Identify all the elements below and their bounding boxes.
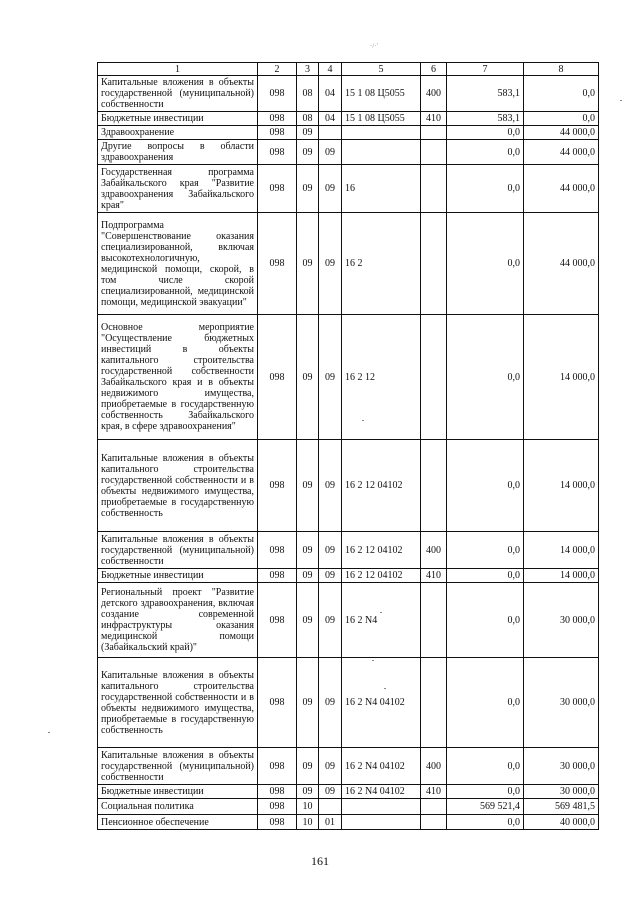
row-name: Капитальные вложения в объекты государственной (муниципальной) собственности <box>98 76 258 112</box>
amount-col8: 14 000,0 <box>524 440 599 532</box>
expense-type <box>421 165 447 213</box>
row-name: Здравоохранение <box>98 126 258 140</box>
amount-col7: 0,0 <box>447 815 524 830</box>
section-code: 08 <box>297 76 319 112</box>
section-code: 09 <box>297 140 319 165</box>
target-article: 16 2 12 <box>342 315 421 440</box>
column-header-3: 3 <box>297 63 319 76</box>
target-article: 16 2 12 04102 <box>342 532 421 569</box>
amount-col7: 0,0 <box>447 569 524 583</box>
target-article: 16 2 12 04102 <box>342 440 421 532</box>
ministry-code: 098 <box>258 140 297 165</box>
expense-type: 400 <box>421 748 447 785</box>
row-name: Государственная программа Забайкальского края "Развитие здравоохранения Забайкальского края" <box>98 165 258 213</box>
amount-col8: 30 000,0 <box>524 583 599 658</box>
row-name: Пенсионное обеспечение <box>98 815 258 830</box>
amount-col8: 44 000,0 <box>524 213 599 315</box>
table-row <box>98 785 599 799</box>
expense-type: 410 <box>421 785 447 799</box>
row-name: Бюджетные инвестиции <box>98 112 258 126</box>
page-number: 161 <box>311 854 329 868</box>
amount-col7: 0,0 <box>447 532 524 569</box>
ministry-code: 098 <box>258 315 297 440</box>
amount-col8: 30 000,0 <box>524 785 599 799</box>
table-row <box>98 213 599 315</box>
scan-speck <box>362 420 364 421</box>
row-name: Бюджетные инвестиции <box>98 785 258 799</box>
amount-col8: 569 481,5 <box>524 799 599 815</box>
amount-col7: 583,1 <box>447 112 524 126</box>
column-header-8: 8 <box>524 63 599 76</box>
amount-col8: 14 000,0 <box>524 532 599 569</box>
amount-col7: 0,0 <box>447 126 524 140</box>
subsection-code: 09 <box>319 315 342 440</box>
amount-col8: 0,0 <box>524 76 599 112</box>
row-name: Капитальные вложения в объекты государственной (муниципальной) собственности <box>98 532 258 569</box>
section-code: 09 <box>297 569 319 583</box>
scan-speck <box>372 660 374 661</box>
column-header-1: 1 <box>98 63 258 76</box>
subsection-code <box>319 799 342 815</box>
section-code: 10 <box>297 799 319 815</box>
ministry-code: 098 <box>258 126 297 140</box>
expense-type: 400 <box>421 76 447 112</box>
row-name: Капитальные вложения в объекты государственной (муниципальной) собственности <box>98 748 258 785</box>
section-code: 09 <box>297 785 319 799</box>
subsection-code: 09 <box>319 785 342 799</box>
amount-col7: 0,0 <box>447 785 524 799</box>
expense-type: 410 <box>421 569 447 583</box>
row-name: Другие вопросы в области здравоохранения <box>98 140 258 165</box>
column-header-2: 2 <box>258 63 297 76</box>
budget-table <box>97 62 599 830</box>
amount-col8: 44 000,0 <box>524 140 599 165</box>
table-row <box>98 799 599 815</box>
ministry-code: 098 <box>258 112 297 126</box>
target-article: 16 2 N4 04102 <box>342 785 421 799</box>
expense-type <box>421 799 447 815</box>
target-article <box>342 126 421 140</box>
scan-speck <box>620 100 622 101</box>
section-code: 09 <box>297 532 319 569</box>
column-header-4: 4 <box>319 63 342 76</box>
target-article <box>342 815 421 830</box>
table-row <box>98 658 599 748</box>
section-code: 09 <box>297 213 319 315</box>
amount-col7: 0,0 <box>447 583 524 658</box>
amount-col8: 30 000,0 <box>524 748 599 785</box>
table-row <box>98 815 599 830</box>
ministry-code: 098 <box>258 532 297 569</box>
table-row <box>98 126 599 140</box>
section-code: 09 <box>297 583 319 658</box>
subsection-code: 09 <box>319 583 342 658</box>
ministry-code: 098 <box>258 748 297 785</box>
amount-col7: 0,0 <box>447 440 524 532</box>
table-row <box>98 440 599 532</box>
expense-type: 400 <box>421 532 447 569</box>
amount-col8: 40 000,0 <box>524 815 599 830</box>
amount-col8: 44 000,0 <box>524 165 599 213</box>
expense-type <box>421 440 447 532</box>
section-code: 09 <box>297 315 319 440</box>
table-header-row <box>98 63 599 76</box>
subsection-code: 09 <box>319 140 342 165</box>
ministry-code: 098 <box>258 76 297 112</box>
amount-col7: 0,0 <box>447 315 524 440</box>
table-row <box>98 583 599 658</box>
subsection-code: 09 <box>319 440 342 532</box>
ministry-code: 098 <box>258 569 297 583</box>
target-article: 16 2 N4 04102 <box>342 658 421 748</box>
target-article: 16 <box>342 165 421 213</box>
ministry-code: 098 <box>258 213 297 315</box>
subsection-code: 01 <box>319 815 342 830</box>
section-code: 09 <box>297 748 319 785</box>
row-name: Бюджетные инвестиции <box>98 569 258 583</box>
expense-type: 410 <box>421 112 447 126</box>
amount-col7: 0,0 <box>447 658 524 748</box>
expense-type <box>421 213 447 315</box>
section-code: 08 <box>297 112 319 126</box>
target-article: 16 2 N4 04102 <box>342 748 421 785</box>
subsection-code: 09 <box>319 658 342 748</box>
amount-col8: 14 000,0 <box>524 569 599 583</box>
table-row <box>98 315 599 440</box>
amount-col7: 569 521,4 <box>447 799 524 815</box>
amount-col8: 30 000,0 <box>524 658 599 748</box>
amount-col8: 0,0 <box>524 112 599 126</box>
ministry-code: 098 <box>258 583 297 658</box>
scan-speck <box>48 732 50 733</box>
subsection-code: 04 <box>319 76 342 112</box>
scan-mark: ·/·' <box>370 42 378 50</box>
expense-type <box>421 815 447 830</box>
expense-type <box>421 583 447 658</box>
column-header-5: 5 <box>342 63 421 76</box>
column-header-6: 6 <box>421 63 447 76</box>
ministry-code: 098 <box>258 165 297 213</box>
section-code: 09 <box>297 165 319 213</box>
row-name: Капитальные вложения в объекты капитального строительства государственной собственности и в объекты недвижимого имущества, приобретаемые в государственную собственность <box>98 440 258 532</box>
section-code: 10 <box>297 815 319 830</box>
expense-type <box>421 126 447 140</box>
amount-col7: 0,0 <box>447 748 524 785</box>
target-article: 15 1 08 Ц5055 <box>342 112 421 126</box>
table-row <box>98 76 599 112</box>
section-code: 09 <box>297 126 319 140</box>
ministry-code: 098 <box>258 440 297 532</box>
row-name: Основное мероприятие "Осуществление бюджетных инвестиций в объекты капитального строительства государственной собственности Забайкальского края и в объекты недвижимого имущества, приобретаемые в государственную собственность Забайкальского края, в сфере здравоохранения" <box>98 315 258 440</box>
subsection-code <box>319 126 342 140</box>
expense-type <box>421 658 447 748</box>
table-row <box>98 748 599 785</box>
ministry-code: 098 <box>258 785 297 799</box>
target-article: 16 2 <box>342 213 421 315</box>
section-code: 09 <box>297 658 319 748</box>
subsection-code: 09 <box>319 569 342 583</box>
amount-col7: 0,0 <box>447 140 524 165</box>
target-article: 16 2 N4 <box>342 583 421 658</box>
expense-type <box>421 140 447 165</box>
table-row <box>98 165 599 213</box>
column-header-7: 7 <box>447 63 524 76</box>
scan-speck <box>384 688 386 689</box>
target-article <box>342 140 421 165</box>
row-name: Подпрограмма "Совершенствование оказания специализированной, включая высокотехнологичную, медицинской помощи, скорой, в том числе скорой специализированной, медицинской помощи, медицинской эвакуации" <box>98 213 258 315</box>
row-name: Капитальные вложения в объекты капитального строительства государственной собственности и в объекты недвижимого имущества, приобретаемые в государственную собственность <box>98 658 258 748</box>
target-article <box>342 799 421 815</box>
table-row <box>98 112 599 126</box>
table-row <box>98 569 599 583</box>
target-article: 16 2 12 04102 <box>342 569 421 583</box>
ministry-code: 098 <box>258 658 297 748</box>
amount-col8: 44 000,0 <box>524 126 599 140</box>
row-name: Региональный проект "Развитие детского здравоохранения, включая создание современной инфраструктуры оказания медицинской помощи (Забайкальский край)" <box>98 583 258 658</box>
amount-col7: 583,1 <box>447 76 524 112</box>
row-name: Социальная политика <box>98 799 258 815</box>
amount-col7: 0,0 <box>447 165 524 213</box>
subsection-code: 04 <box>319 112 342 126</box>
amount-col7: 0,0 <box>447 213 524 315</box>
amount-col8: 14 000,0 <box>524 315 599 440</box>
ministry-code: 098 <box>258 799 297 815</box>
table-row <box>98 140 599 165</box>
ministry-code: 098 <box>258 815 297 830</box>
expense-type <box>421 315 447 440</box>
subsection-code: 09 <box>319 748 342 785</box>
subsection-code: 09 <box>319 213 342 315</box>
scan-speck <box>380 612 382 613</box>
subsection-code: 09 <box>319 165 342 213</box>
subsection-code: 09 <box>319 532 342 569</box>
table-row <box>98 532 599 569</box>
section-code: 09 <box>297 440 319 532</box>
target-article: 15 1 08 Ц5055 <box>342 76 421 112</box>
